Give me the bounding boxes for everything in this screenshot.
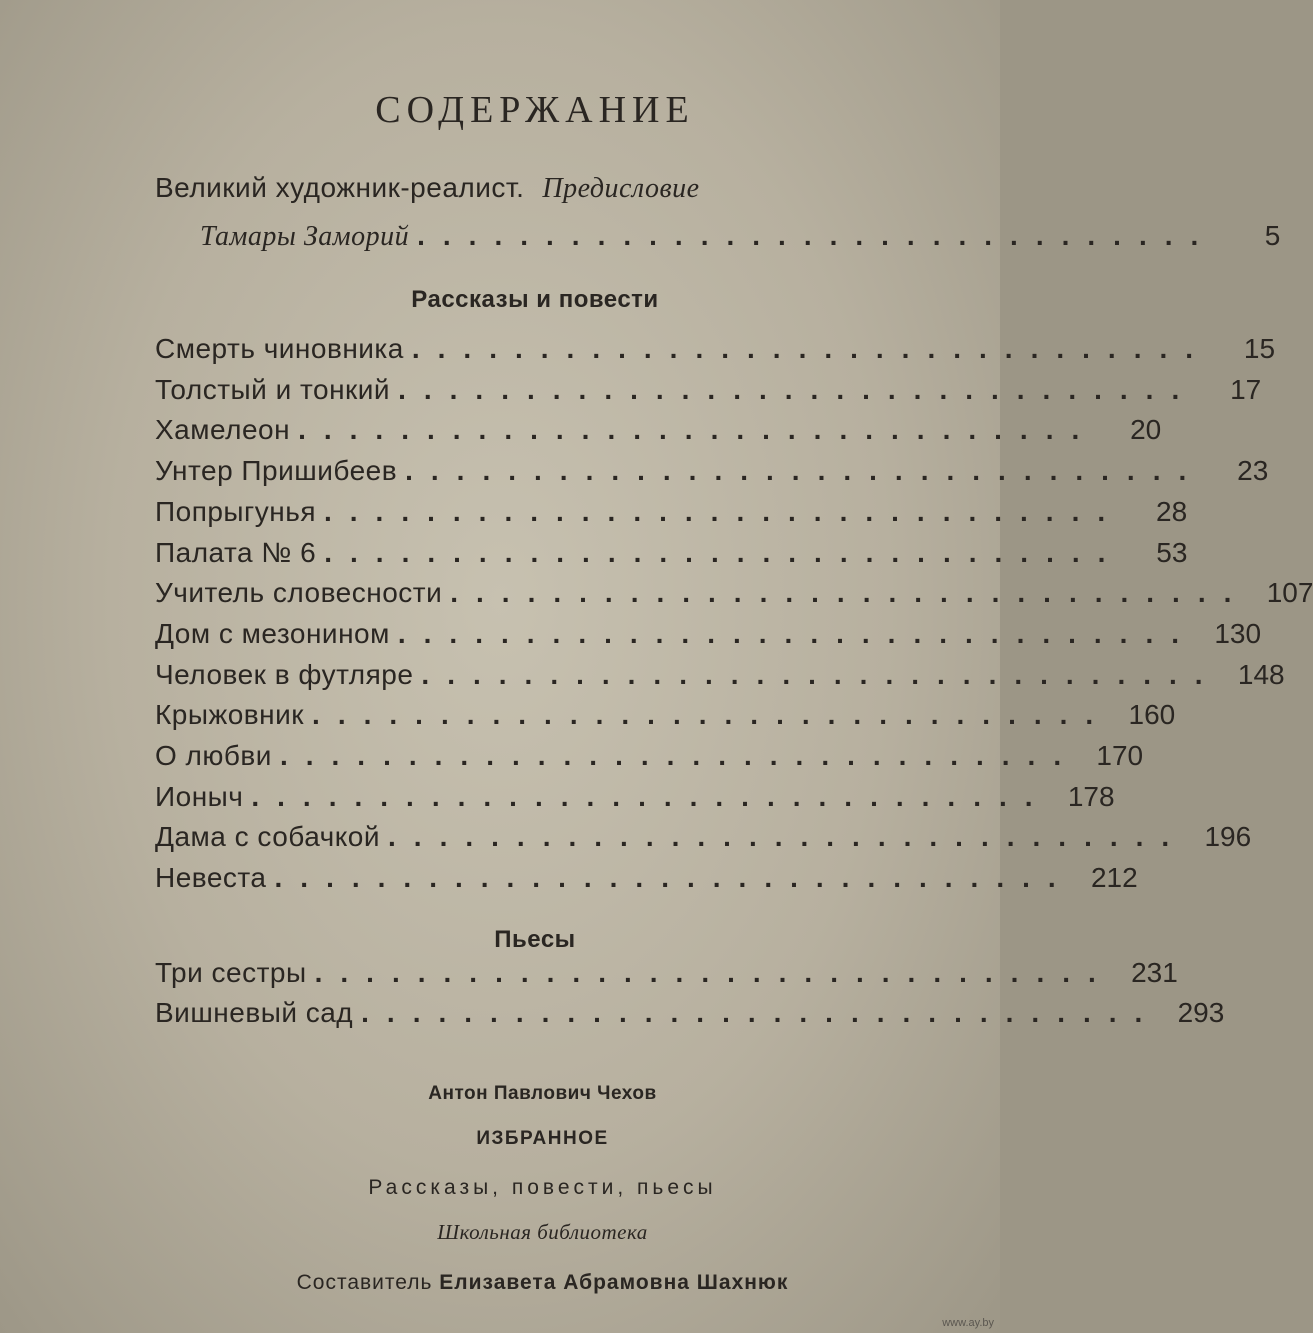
preface-entry-line2 [200, 220, 1281, 256]
page-number: 293 [1177, 997, 1225, 1028]
page-number: 130 [1214, 617, 1262, 649]
page-number: 212 [1090, 862, 1138, 894]
page-number: 107 [1266, 577, 1313, 609]
preface-entry-line1 [155, 172, 700, 205]
page-number: 23 [1237, 455, 1269, 487]
page-number: 160 [1128, 699, 1176, 731]
section-title-stories: Рассказы и повести [411, 286, 659, 313]
dot-leader: ............................... [361, 997, 1161, 1028]
compiler-label: Составитель [296, 1271, 433, 1294]
dot-leader: ............................... [298, 414, 1098, 446]
toc-entry-title: Учитель словесности [155, 577, 443, 609]
dot-leader: ............................... [405, 455, 1205, 487]
colophon-book-title: ИЗБРАННОЕ [476, 1128, 609, 1149]
watermark: www.ay.by [942, 1317, 994, 1329]
toc-entry-title: Невеста [155, 862, 267, 894]
toc-entry [155, 414, 1162, 450]
page-number: 53 [1156, 536, 1188, 568]
preface-author: Тамары Заморий [200, 221, 410, 252]
page-heading: СОДЕРЖАНИЕ [375, 89, 695, 131]
section-title-plays: Пьесы [494, 926, 576, 953]
toc-entry-title: Дом с мезонином [155, 617, 390, 649]
page-number: 170 [1096, 740, 1144, 771]
toc-entry [155, 699, 1176, 735]
toc-entry [155, 658, 1285, 695]
toc-entry-title: Палата № 6 [155, 536, 317, 568]
toc-entry [155, 780, 1115, 817]
dot-leader: ............................... [314, 957, 1114, 988]
dot-leader: ............................... [397, 617, 1198, 649]
dot-leader: ............................... [421, 658, 1221, 690]
page-number: 231 [1131, 957, 1178, 988]
page-number: 15 [1243, 333, 1276, 364]
toc-entry [155, 373, 1262, 410]
toc-entry [155, 740, 1144, 776]
colophon-compiler [0, 1271, 1085, 1295]
toc-entry [155, 862, 1138, 898]
dot-leader: ............................... [323, 495, 1124, 527]
dot-leader: ............................... [450, 577, 1250, 609]
toc-entry [155, 577, 1313, 613]
toc-entry [155, 495, 1188, 532]
page-number: 20 [1130, 414, 1162, 446]
toc-entry-title: Три сестры [155, 957, 307, 988]
toc-entry-title: Толстый и тонкий [155, 373, 391, 405]
page-number: 5 [1264, 220, 1281, 251]
toc-entry-title: Вишневый сад [155, 997, 354, 1028]
dot-leader: ............................... [279, 740, 1080, 771]
dot-leader: ............................... [417, 220, 1217, 251]
page-number: 178 [1067, 780, 1115, 812]
dot-leader: ............................... [312, 699, 1112, 731]
toc-entry [155, 821, 1252, 857]
dot-leader: ............................... [324, 536, 1124, 568]
toc-entry-title: Дама с собачкой [155, 821, 381, 853]
toc-entry-title: Ионыч [155, 780, 244, 812]
toc-entry [155, 536, 1188, 573]
toc-entry-title: Попрыгунья [155, 495, 316, 527]
dot-leader: ............................... [411, 333, 1212, 364]
toc-entry-title: Крыжовник [155, 699, 305, 731]
colophon-subtitle: Рассказы, повести, пьесы [368, 1176, 717, 1199]
toc-entry [155, 957, 1178, 993]
page-number: 28 [1156, 495, 1188, 527]
dot-leader: ............................... [274, 862, 1074, 894]
toc-entry [155, 455, 1269, 491]
toc-entry-title: Человек в футляре [155, 658, 414, 690]
toc-entry [155, 333, 1276, 369]
dot-leader: ............................... [251, 780, 1051, 812]
page-number: 196 [1204, 821, 1252, 853]
toc-entry [155, 997, 1225, 1033]
colophon-series: Школьная библиотека [437, 1220, 648, 1244]
toc-entry-title: Хамелеон [155, 414, 291, 446]
toc-entry-title: Смерть чиновника [155, 333, 404, 364]
colophon-author: Антон Павлович Чехов [428, 1083, 657, 1104]
page-number: 17 [1230, 373, 1262, 405]
preface-title: Великий художник-реалист. [155, 172, 525, 203]
dot-leader: ............................... [388, 821, 1188, 853]
toc-entry-title: Унтер Пришибеев [155, 455, 398, 487]
dot-leader: ............................... [398, 373, 1198, 405]
toc-entry-title: О любви [155, 740, 272, 771]
page-number: 148 [1237, 658, 1285, 690]
compiler-name: Елизавета Абрамовна Шахнюк [439, 1271, 789, 1294]
toc-entry [155, 617, 1262, 654]
preface-label: Предисловие [542, 173, 700, 204]
